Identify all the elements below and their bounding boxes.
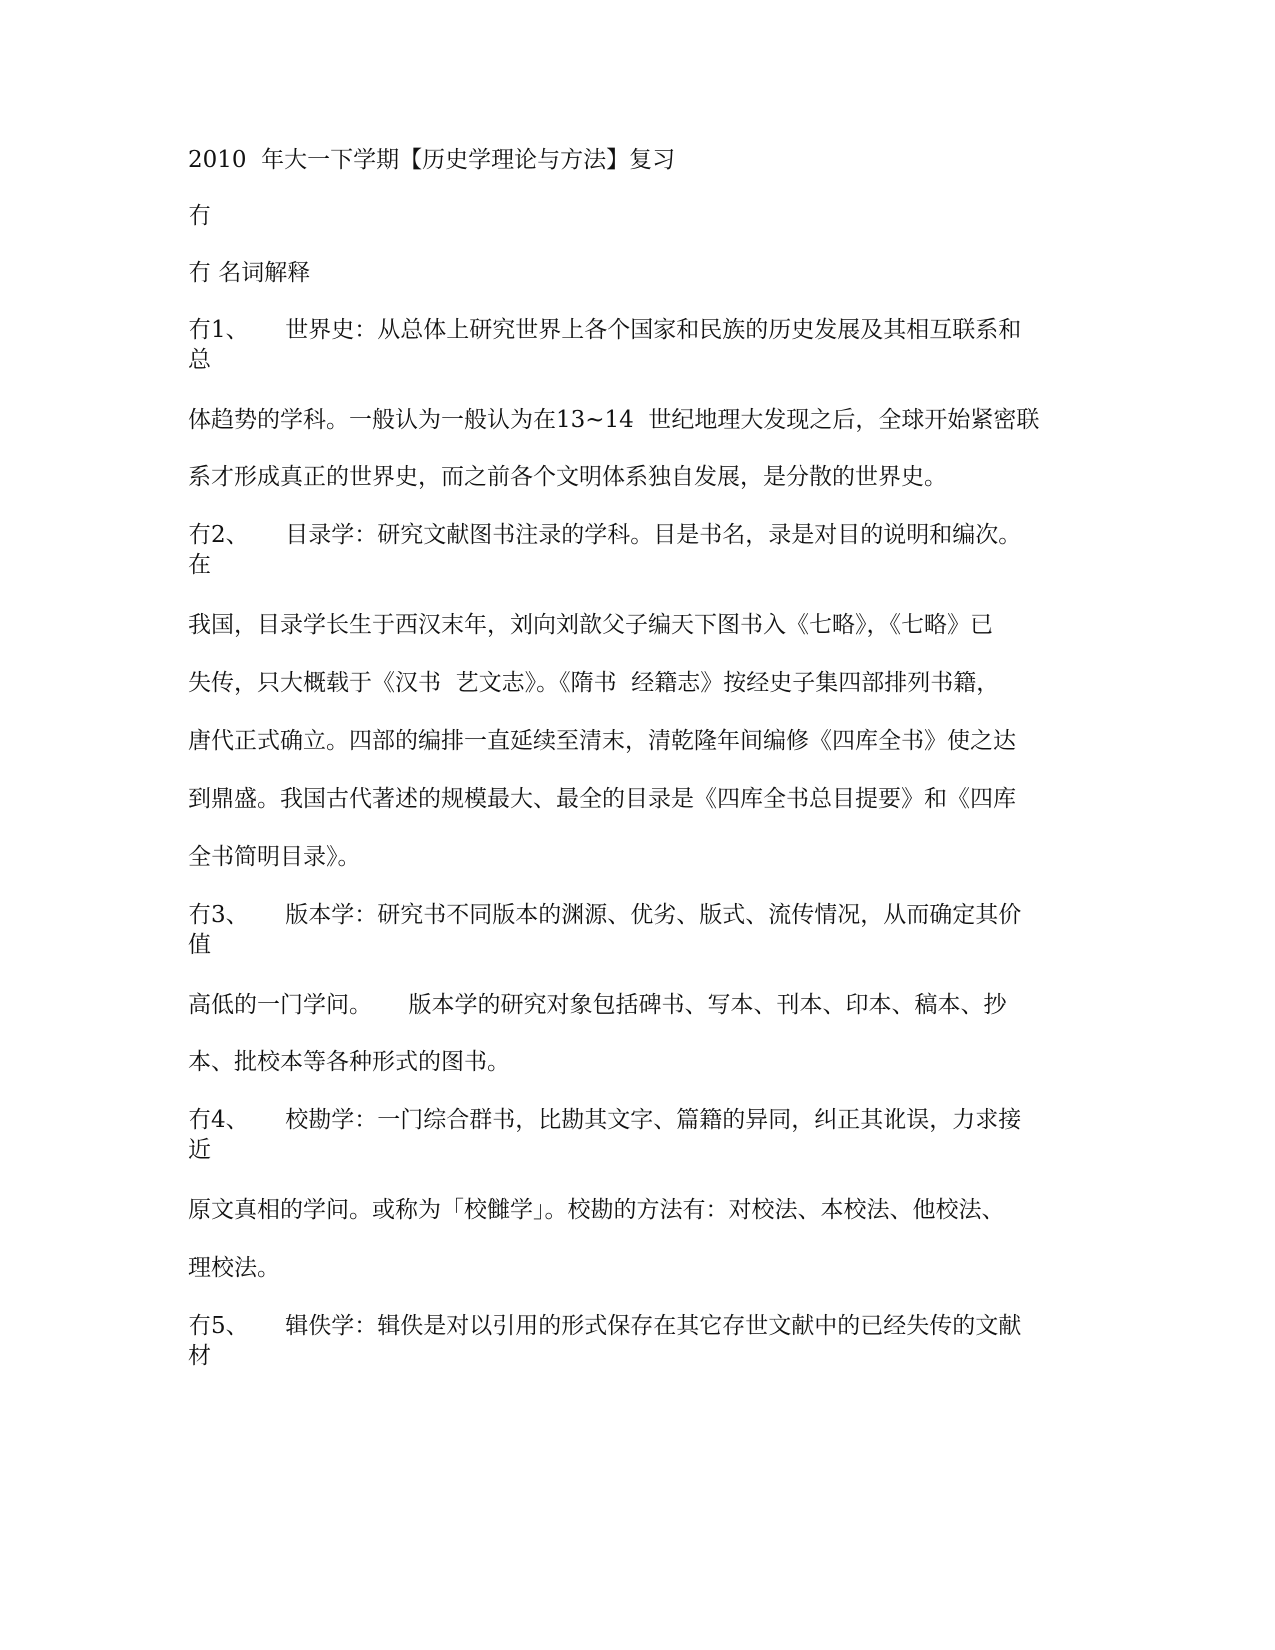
text-line: 冇4、 校勘学：一门综合群书，比勘其文字、篇籍的异同，纠正其讹误，力求接 xyxy=(188,1107,1022,1133)
text-line: 我国，目录学长生于西汉末年，刘向刘歆父子编天下图书入《七略》，《七略》已 xyxy=(188,612,993,638)
text-line: 总 xyxy=(188,347,211,373)
text-line: 高低的一门学问。 版本学的研究对象包括碑书、写本、刊本、印本、稿本、抄 xyxy=(188,992,1007,1018)
text-line: 本、批校本等各种形式的图书。 xyxy=(188,1049,510,1075)
text-line: 在 xyxy=(188,552,211,578)
text-line: 冇1、 世界史：从总体上研究世界上各个国家和民族的历史发展及其相互联系和 xyxy=(188,317,1022,343)
text-line: 全书简明目录》。 xyxy=(188,844,361,870)
text-line: 冇5、 辑佚学：辑佚是对以引用的形式保存在其它存世文献中的已经失传的文献 xyxy=(188,1313,1022,1339)
text-line: 唐代正式确立。四部的编排一直延续至清末，清乾隆年间编修《四库全书》使之达 xyxy=(188,728,1016,754)
text-line: 值 xyxy=(188,932,211,958)
text-line: 冇3、 版本学：研究书不同版本的渊源、优劣、版式、流传情况，从而确定其价 xyxy=(188,902,1022,928)
document-title: 2010 年大一下学期【历史学理论与方法】复习 xyxy=(188,147,676,173)
text-line: 材 xyxy=(188,1343,211,1369)
text-line: 冇 xyxy=(188,203,211,229)
text-line: 失传，只大概载于《汉书 艺文志》。《隋书 经籍志》按经史子集四部排列书籍， xyxy=(188,670,1000,696)
text-line: 原文真相的学问。或称为「校雠学」。校勘的方法有：对校法、本校法、他校法、 xyxy=(188,1197,1005,1223)
text-line: 近 xyxy=(188,1137,211,1163)
section-heading: 冇 名词解释 xyxy=(188,260,311,286)
text-line: 冇2、 目录学：研究文献图书注录的学科。目是书名，录是对目的说明和编次。 xyxy=(188,522,1022,548)
text-line: 体趋势的学科。一般认为一般认为在13~14 世纪地理大发现之后，全球开始紧密联 xyxy=(188,407,1040,433)
text-line: 系才形成真正的世界史，而之前各个文明体系独自发展，是分散的世界史。 xyxy=(188,464,947,490)
text-line: 到鼎盛。我国古代著述的规模最大、最全的目录是《四库全书总目提要》和《四库 xyxy=(188,786,1016,812)
text-line: 理校法。 xyxy=(188,1255,280,1281)
